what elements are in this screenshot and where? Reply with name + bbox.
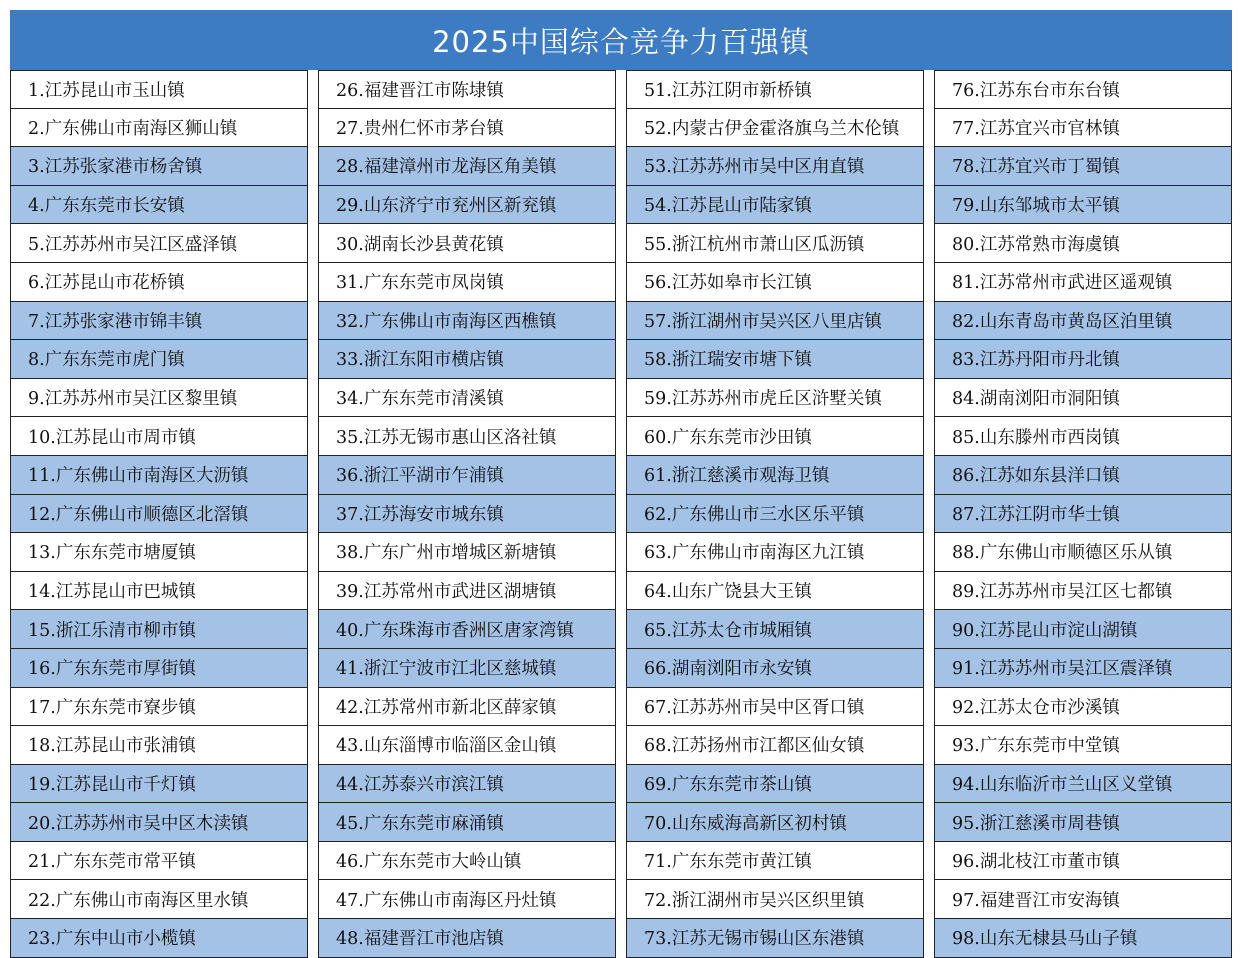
town-entry: 77.江苏宜兴市官林镇 xyxy=(934,109,1232,148)
town-entry: 42.江苏常州市新北区薛家镇 xyxy=(318,688,616,727)
town-entry: 46.广东东莞市大岭山镇 xyxy=(318,842,616,881)
town-entry: 35.江苏无锡市惠山区洛社镇 xyxy=(318,417,616,456)
town-entry: 82.山东青岛市黄岛区泊里镇 xyxy=(934,302,1232,341)
town-entry: 48.福建晋江市池店镇 xyxy=(318,919,616,958)
town-entry: 88.广东佛山市顺德区乐从镇 xyxy=(934,533,1232,572)
town-entry: 53.江苏苏州市吴中区甪直镇 xyxy=(626,147,924,186)
town-entry: 9.江苏苏州市吴江区黎里镇 xyxy=(10,379,308,418)
town-entry: 83.江苏丹阳市丹北镇 xyxy=(934,340,1232,379)
town-entry: 76.江苏东台市东台镇 xyxy=(934,70,1232,109)
town-entry: 44.江苏泰兴市滨江镇 xyxy=(318,765,616,804)
town-entry: 33.浙江东阳市横店镇 xyxy=(318,340,616,379)
ranking-column-4 xyxy=(934,70,1232,958)
town-entry: 23.广东中山市小榄镇 xyxy=(10,919,308,958)
town-entry: 51.江苏江阴市新桥镇 xyxy=(626,70,924,109)
town-entry: 89.江苏苏州市吴江区七都镇 xyxy=(934,572,1232,611)
town-entry: 11.广东佛山市南海区大沥镇 xyxy=(10,456,308,495)
town-entry: 85.山东滕州市西岗镇 xyxy=(934,417,1232,456)
town-entry: 60.广东东莞市沙田镇 xyxy=(626,417,924,456)
ranking-column-3 xyxy=(626,70,924,958)
town-entry: 54.江苏昆山市陆家镇 xyxy=(626,186,924,225)
town-entry: 4.广东东莞市长安镇 xyxy=(10,186,308,225)
town-entry: 14.江苏昆山市巴城镇 xyxy=(10,572,308,611)
town-entry: 71.广东东莞市黄江镇 xyxy=(626,842,924,881)
town-entry: 72.浙江湖州市吴兴区织里镇 xyxy=(626,880,924,919)
town-entry: 55.浙江杭州市萧山区瓜沥镇 xyxy=(626,224,924,263)
town-entry: 95.浙江慈溪市周巷镇 xyxy=(934,803,1232,842)
town-entry: 70.山东威海高新区初村镇 xyxy=(626,803,924,842)
town-entry: 68.江苏扬州市江都区仙女镇 xyxy=(626,726,924,765)
town-entry: 32.广东佛山市南海区西樵镇 xyxy=(318,302,616,341)
town-entry: 39.江苏常州市武进区湖塘镇 xyxy=(318,572,616,611)
town-entry: 80.江苏常熟市海虞镇 xyxy=(934,224,1232,263)
town-entry: 40.广东珠海市香洲区唐家湾镇 xyxy=(318,610,616,649)
town-entry: 52.内蒙古伊金霍洛旗乌兰木伦镇 xyxy=(626,109,924,148)
town-entry: 87.江苏江阴市华士镇 xyxy=(934,495,1232,534)
town-entry: 90.江苏昆山市淀山湖镇 xyxy=(934,610,1232,649)
town-entry: 12.广东佛山市顺德区北滘镇 xyxy=(10,495,308,534)
town-entry: 30.湖南长沙县黄花镇 xyxy=(318,224,616,263)
town-entry: 61.浙江慈溪市观海卫镇 xyxy=(626,456,924,495)
town-entry: 38.广东广州市增城区新塘镇 xyxy=(318,533,616,572)
town-entry: 13.广东东莞市塘厦镇 xyxy=(10,533,308,572)
town-entry: 3.江苏张家港市杨舍镇 xyxy=(10,147,308,186)
town-entry: 73.江苏无锡市锡山区东港镇 xyxy=(626,919,924,958)
page-title: 2025中国综合竞争力百强镇 xyxy=(10,10,1232,70)
town-entry: 21.广东东莞市常平镇 xyxy=(10,842,308,881)
town-entry: 16.广东东莞市厚街镇 xyxy=(10,649,308,688)
town-entry: 18.江苏昆山市张浦镇 xyxy=(10,726,308,765)
town-entry: 19.江苏昆山市千灯镇 xyxy=(10,765,308,804)
town-entry: 2.广东佛山市南海区狮山镇 xyxy=(10,109,308,148)
town-entry: 47.广东佛山市南海区丹灶镇 xyxy=(318,880,616,919)
ranking-column-2 xyxy=(318,70,616,958)
town-entry: 58.浙江瑞安市塘下镇 xyxy=(626,340,924,379)
town-entry: 93.广东东莞市中堂镇 xyxy=(934,726,1232,765)
town-entry: 7.江苏张家港市锦丰镇 xyxy=(10,302,308,341)
town-entry: 98.山东无棣县马山子镇 xyxy=(934,919,1232,958)
town-entry: 22.广东佛山市南海区里水镇 xyxy=(10,880,308,919)
town-entry: 15.浙江乐清市柳市镇 xyxy=(10,610,308,649)
town-entry: 29.山东济宁市兖州区新兖镇 xyxy=(318,186,616,225)
town-entry: 97.福建晋江市安海镇 xyxy=(934,880,1232,919)
town-entry: 45.广东东莞市麻涌镇 xyxy=(318,803,616,842)
town-entry: 81.江苏常州市武进区遥观镇 xyxy=(934,263,1232,302)
town-entry: 37.江苏海安市城东镇 xyxy=(318,495,616,534)
town-entry: 57.浙江湖州市吴兴区八里店镇 xyxy=(626,302,924,341)
town-entry: 94.山东临沂市兰山区义堂镇 xyxy=(934,765,1232,804)
town-entry: 31.广东东莞市凤岗镇 xyxy=(318,263,616,302)
town-entry: 92.江苏太仓市沙溪镇 xyxy=(934,688,1232,727)
town-entry: 34.广东东莞市清溪镇 xyxy=(318,379,616,418)
town-entry: 86.江苏如东县洋口镇 xyxy=(934,456,1232,495)
town-entry: 65.江苏太仓市城厢镇 xyxy=(626,610,924,649)
town-entry: 78.江苏宜兴市丁蜀镇 xyxy=(934,147,1232,186)
town-entry: 41.浙江宁波市江北区慈城镇 xyxy=(318,649,616,688)
town-entry: 6.江苏昆山市花桥镇 xyxy=(10,263,308,302)
town-entry: 59.江苏苏州市虎丘区浒墅关镇 xyxy=(626,379,924,418)
town-entry: 26.福建晋江市陈埭镇 xyxy=(318,70,616,109)
town-entry: 43.山东淄博市临淄区金山镇 xyxy=(318,726,616,765)
town-entry: 96.湖北枝江市董市镇 xyxy=(934,842,1232,881)
town-entry: 64.山东广饶县大王镇 xyxy=(626,572,924,611)
town-entry: 17.广东东莞市寮步镇 xyxy=(10,688,308,727)
town-entry: 66.湖南浏阳市永安镇 xyxy=(626,649,924,688)
town-entry: 63.广东佛山市南海区九江镇 xyxy=(626,533,924,572)
ranking-column-1 xyxy=(10,70,308,958)
town-entry: 28.福建漳州市龙海区角美镇 xyxy=(318,147,616,186)
town-entry: 27.贵州仁怀市茅台镇 xyxy=(318,109,616,148)
town-entry: 62.广东佛山市三水区乐平镇 xyxy=(626,495,924,534)
town-entry: 84.湖南浏阳市洞阳镇 xyxy=(934,379,1232,418)
town-entry: 1.江苏昆山市玉山镇 xyxy=(10,70,308,109)
town-entry: 56.江苏如皋市长江镇 xyxy=(626,263,924,302)
town-entry: 8.广东东莞市虎门镇 xyxy=(10,340,308,379)
town-entry: 67.江苏苏州市吴中区胥口镇 xyxy=(626,688,924,727)
town-entry: 91.江苏苏州市吴江区震泽镇 xyxy=(934,649,1232,688)
town-entry: 36.浙江平湖市乍浦镇 xyxy=(318,456,616,495)
town-entry: 79.山东邹城市太平镇 xyxy=(934,186,1232,225)
town-entry: 69.广东东莞市茶山镇 xyxy=(626,765,924,804)
town-entry: 20.江苏苏州市吴中区木渎镇 xyxy=(10,803,308,842)
town-entry: 5.江苏苏州市吴江区盛泽镇 xyxy=(10,224,308,263)
town-entry: 10.江苏昆山市周市镇 xyxy=(10,417,308,456)
